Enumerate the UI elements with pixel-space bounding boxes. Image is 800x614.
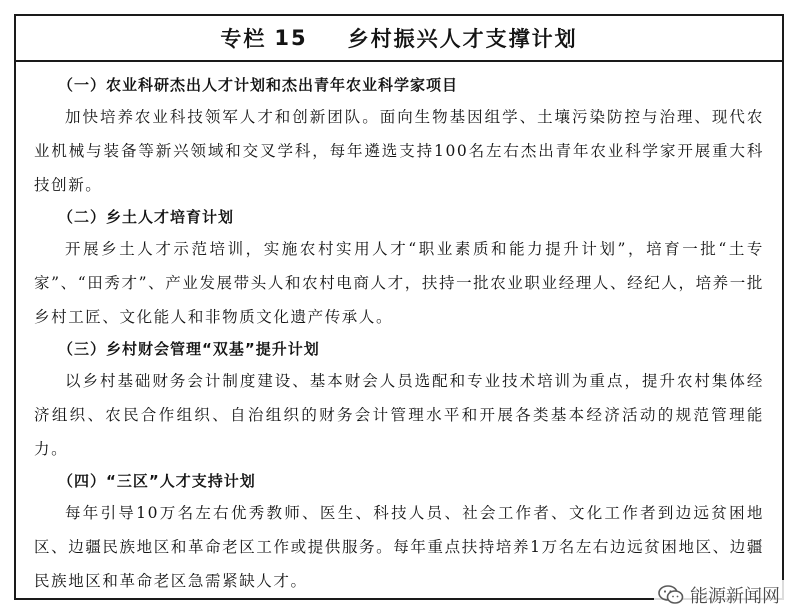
section-heading: （四）“三区”人才支持计划 xyxy=(58,472,256,490)
column-title-text: 乡村振兴人才支撑计划 xyxy=(347,27,578,51)
column-number: 15 xyxy=(274,26,308,50)
section-2 xyxy=(34,202,764,334)
section-3 xyxy=(34,334,764,466)
watermark xyxy=(654,580,784,610)
section-4 xyxy=(34,466,764,598)
section-heading: （一）农业科研杰出人才计划和杰出青年农业科学家项目 xyxy=(58,76,459,94)
section-1 xyxy=(34,70,764,202)
section-body: 开展乡土人才示范培训，实施农村实用人才“职业素质和能力提升计划”，培育一批“土专家”、“田秀才”、产业发展带头人和农村电商人才，扶持一批农业职业经理人、经纪人，培养一批乡村工匠、文化能人和非物质文化遗产传承人。 xyxy=(34,240,764,326)
section-body: 每年引导10万名左右优秀教师、医生、科技人员、社会工作者、文化工作者到边远贫困地区、边疆民族地区和革命老区工作或提供服务。每年重点扶持培养1万名左右边远贫困地区、边疆民族地区和革命老区急需紧缺人才。 xyxy=(34,504,764,590)
watermark-text: 能源新闻网 xyxy=(690,586,780,607)
column-label: 专栏 xyxy=(220,27,267,51)
column-content xyxy=(16,62,782,598)
column-box xyxy=(14,14,784,600)
column-title xyxy=(16,16,782,62)
section-heading: （三）乡村财会管理“双基”提升计划 xyxy=(58,340,320,358)
section-body: 加快培养农业科技领军人才和创新团队。面向生物基因组学、土壤污染防控与治理、现代农业机械与装备等新兴领域和交叉学科，每年遴选支持100名左右杰出青年农业科学家开展重大科技创新。 xyxy=(34,108,764,194)
section-heading: （二）乡土人才培育计划 xyxy=(58,208,235,226)
wechat-icon xyxy=(658,585,684,605)
section-body: 以乡村基础财务会计制度建设、基本财会人员选配和专业技术培训为重点，提升农村集体经济组织、农民合作组织、自治组织的财务会计管理水平和开展各类基本经济活动的规范管理能力。 xyxy=(34,372,764,458)
